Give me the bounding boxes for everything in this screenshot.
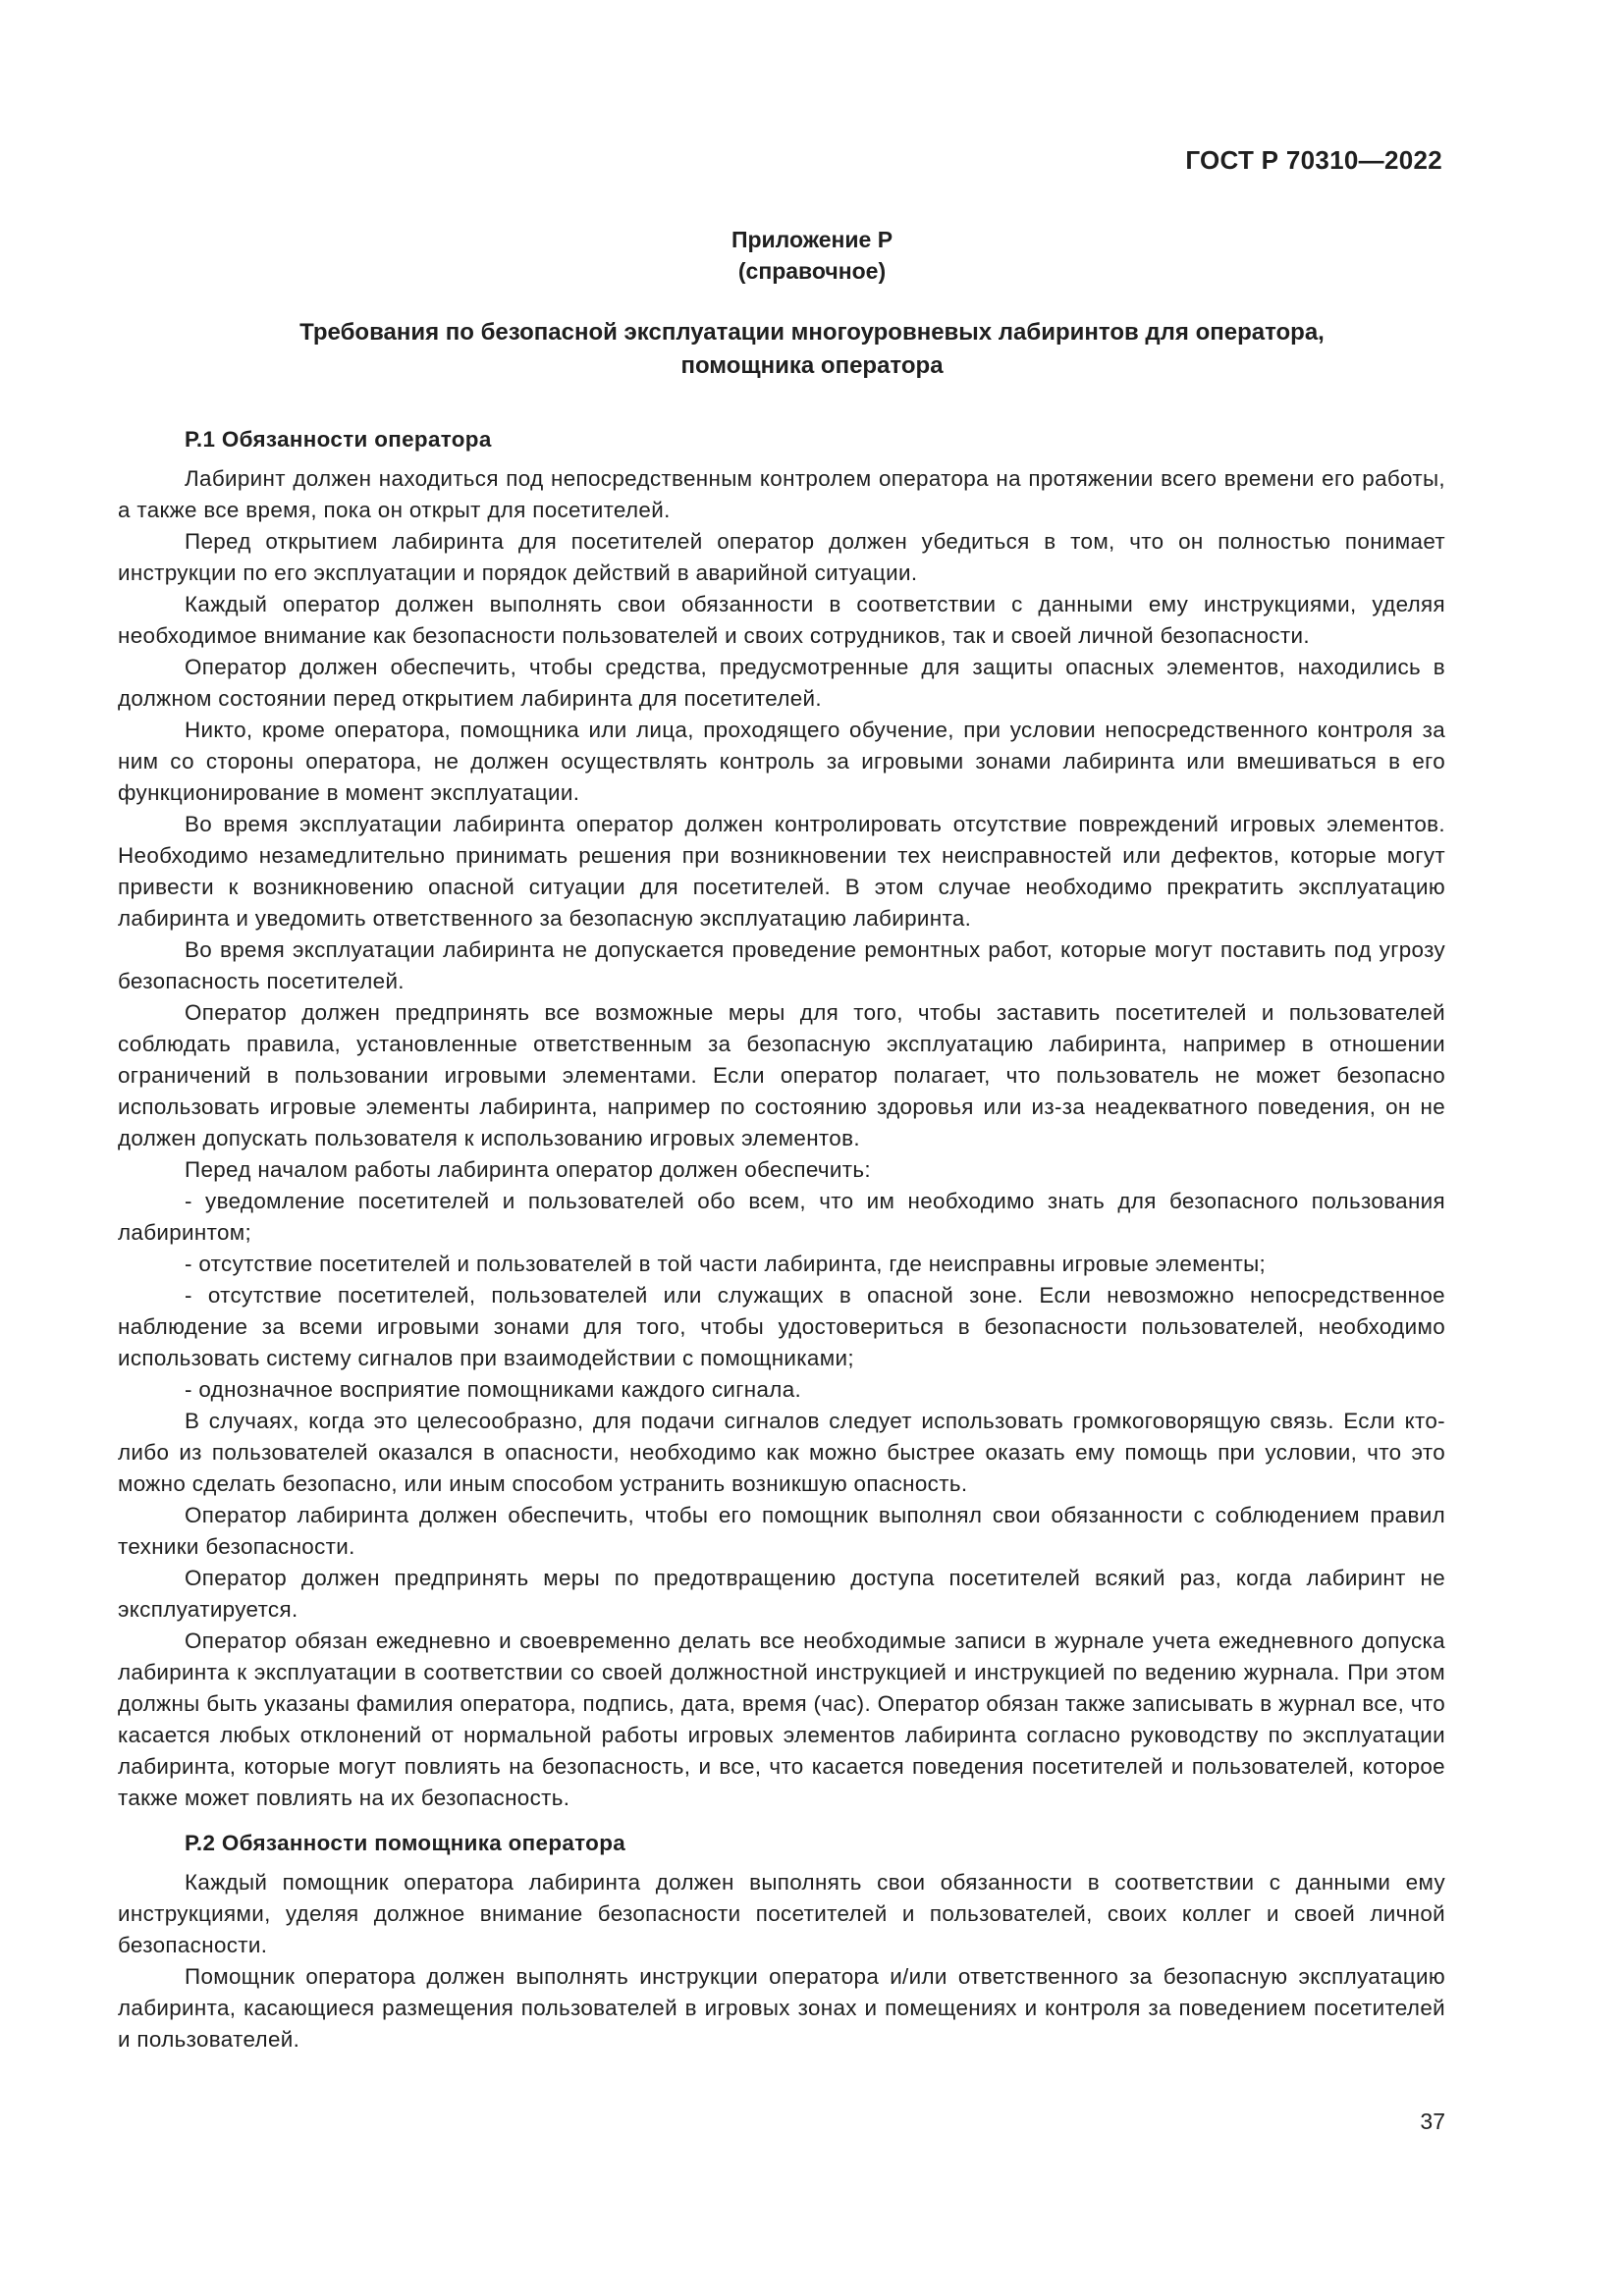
appendix-title: Приложение Р [731, 227, 893, 252]
list-item: - отсутствие посетителей и пользователей в той части лабиринта, где неисправны игровые элементы; [185, 1252, 1267, 1276]
paragraph: Никто, кроме оператора, помощника или лица, проходящего обучение, при условии непосредственного контроля за ним со стороны оператора, не должен осуществлять контроль за игровыми зонами лабиринта или вмешиваться в его функционирование в момент эксплуатации. [118, 718, 1445, 805]
list-item: - однозначное восприятие помощниками каждого сигнала. [185, 1377, 802, 1402]
document-title-line2: помощника оператора [680, 352, 944, 379]
paragraph: Перед началом работы лабиринта оператор должен обеспечить: [185, 1157, 871, 1182]
paragraph: Помощник оператора должен выполнять инструкции оператора и/или ответственного за безопасную эксплуатацию лабиринта, касающиеся размещения пользователей в игровых зонах и помещениях и контроля за поведением посетителей и пользователей. [118, 1964, 1445, 2052]
paragraph: Во время эксплуатации лабиринта не допускается проведение ремонтных работ, которые могут поставить под угрозу безопасность посетителей. [118, 937, 1445, 993]
paragraph: Во время эксплуатации лабиринта оператор должен контролировать отсутствие повреждений игровых элементов. Необходимо незамедлительно принимать решения при возникновении тех неисправностей или дефектов, которые могут привести к возникновению опасной ситуации для посетителей. В этом случае необходимо прекратить эксплуатацию лабиринта и уведомить ответственного за безопасную эксплуатацию лабиринта. [118, 812, 1445, 931]
paragraph: В случаях, когда это целесообразно, для подачи сигналов следует использовать громкоговорящую связь. Если кто-либо из пользователей оказался в опасности, необходимо как можно быстрее оказать ему помощь при условии, что это можно сделать безопасно, или иным способом устранить возникшую опасность. [118, 1409, 1445, 1496]
paragraph: Перед открытием лабиринта для посетителей оператор должен убедиться в том, что он полностью понимает инструкции по его эксплуатации и порядок действий в аварийной ситуации. [118, 529, 1445, 585]
paragraph: Каждый оператор должен выполнять свои обязанности в соответствии с данными ему инструкциями, уделяя необходимое внимание как безопасности пользователей и своих сотрудников, так и своей личной безопасности. [118, 592, 1445, 648]
appendix-heading [0, 224, 1624, 287]
paragraph: Лабиринт должен находиться под непосредственным контролем оператора на протяжении всего времени его работы, а также все время, пока он открыт для посетителей. [118, 466, 1445, 522]
paragraph: Оператор должен предпринять все возможные меры для того, чтобы заставить посетителей и пользователей соблюдать правила, установленные ответственным за безопасную эксплуатацию лабиринта, например в отношении ограничений в пользовании игровыми элементами. Если оператор полагает, что пользователь не может безопасно использовать игровые элементы лабиринта, например по состоянию здоровья или из-за неадекватного поведения, он не должен допускать пользователя к использованию игровых элементов. [118, 1000, 1445, 1150]
document-title-line1: Требования по безопасной эксплуатации многоуровневых лабиринтов для оператора, [299, 319, 1325, 346]
list-item: - отсутствие посетителей, пользователей или служащих в опасной зоне. Если невозможно непосредственное наблюдение за всеми игровыми зонами для того, чтобы удостовериться в безопасности пользователей, необходимо использовать систему сигналов при взаимодействии с помощниками; [118, 1283, 1445, 1370]
paragraph: Оператор должен обеспечить, чтобы средства, предусмотренные для защиты опасных элементов, находились в должном состоянии перед открытием лабиринта для посетителей. [118, 655, 1445, 711]
document-title [147, 316, 1477, 383]
list-item: - уведомление посетителей и пользователей обо всем, что им необходимо знать для безопасного пользования лабиринтом; [118, 1189, 1445, 1245]
paragraph: Оператор лабиринта должен обеспечить, чтобы его помощник выполнял свои обязанности с соблюдением правил техники безопасности. [118, 1503, 1445, 1559]
section-heading-p2: Р.2 Обязанности помощника оператора [185, 1831, 626, 1855]
standard-number: ГОСТ Р 70310—2022 [1185, 145, 1442, 175]
document-body [118, 424, 1445, 2056]
paragraph: Каждый помощник оператора лабиринта должен выполнять свои обязанности в соответствии с данными ему инструкциями, уделяя должное внимание безопасности посетителей и пользователей, своих коллег и своей личной безопасности. [118, 1870, 1445, 1957]
paragraph: Оператор обязан ежедневно и своевременно делать все необходимые записи в журнале учета ежедневного допуска лабиринта к эксплуатации в соответствии со своей должностной инструкцией и инструкцией по ведению журнала. При этом должны быть указаны фамилия оператора, подпись, дата, время (час). Оператор обязан также записывать в журнал все, что касается любых отклонений от нормальной работы игровых элементов лабиринта согласно руководству по эксплуатации лабиринта, которые могут повлиять на безопасность, и все, что касается поведения посетителей и пользователей, которое также может повлиять на их безопасность. [118, 1629, 1445, 1810]
page-number: 37 [1420, 2109, 1445, 2134]
appendix-subtitle: (справочное) [737, 258, 887, 284]
section-heading-p1: Р.1 Обязанности оператора [185, 427, 492, 452]
paragraph: Оператор должен предпринять меры по предотвращению доступа посетителей всякий раз, когда лабиринт не эксплуатируется. [118, 1566, 1445, 1622]
